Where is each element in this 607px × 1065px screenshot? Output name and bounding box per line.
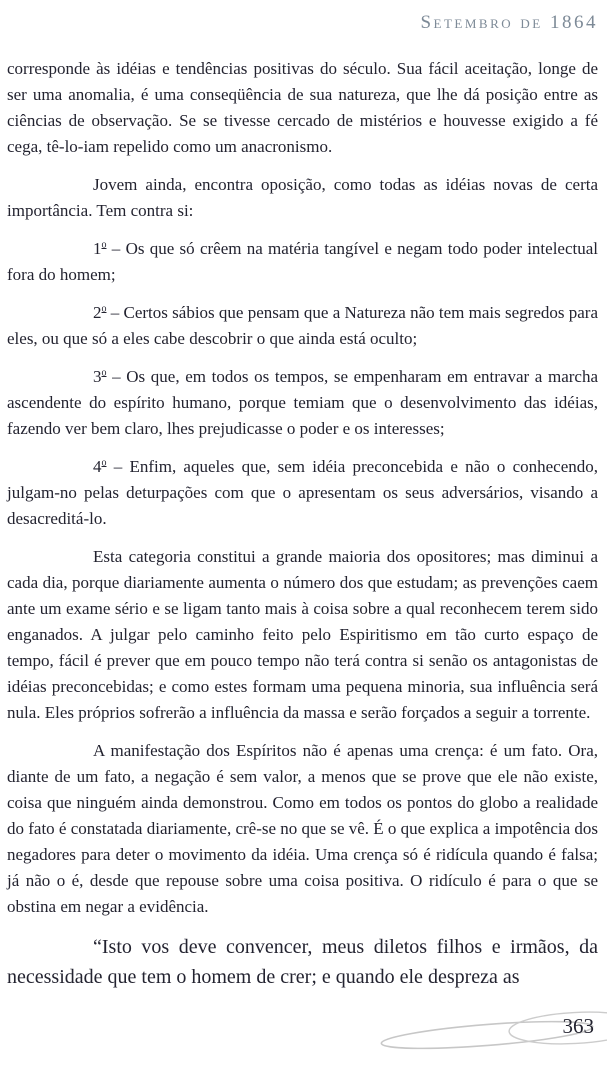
ordinal-indicator: o — [101, 367, 107, 379]
item-text: Enfim, aqueles que, sem idéia preconcebida e não o conhecendo, julgam-no pelas deturpações com que o apresentam os seus adversários, visando a desacreditá-lo. — [7, 457, 599, 528]
item-number: 2 — [93, 303, 102, 322]
list-item-3 — [7, 364, 598, 442]
item-dash: – — [106, 239, 126, 258]
paragraph-spirit-quote: “Isto vos deve convencer, meus diletos filhos e irmãos, da necessidade que tem o homem de crer; e quando ele despreza as — [7, 936, 598, 988]
list-item-2 — [7, 300, 598, 352]
item-text: Os que só crêem na matéria tangível e negam todo poder intelectual fora do homem; — [7, 239, 599, 284]
ordinal-indicator: o — [101, 303, 107, 315]
list-item-1 — [7, 236, 598, 288]
paragraph-opposition: Jovem ainda, encontra oposição, como todas as idéias novas de certa importância. Tem contra si: — [7, 175, 598, 220]
ordinal-indicator: o — [101, 239, 107, 251]
item-text: Certos sábios que pensam que a Natureza não tem mais segredos para eles, ou que só a eles cabe descobrir o que ainda está oculto; — [7, 303, 598, 348]
item-dash: – — [106, 303, 124, 322]
item-text: Os que, em todos os tempos, se empenharam em entravar a marcha ascendente do espírito humano, porque temiam que o desenvolvimento das idéias, fazendo ver bem claro, lhes prejudicasse o poder e os interesses; — [7, 367, 598, 438]
paragraph-category: Esta categoria constitui a grande maioria dos opositores; mas diminui a cada dia, porque diariamente aumenta o número dos que estudam; as prevenções caem ante um exame sério e se ligam tanto mais à coisa sobre a qual reconhecem terem sido enganados. A julgar pelo caminho feito pelo Espiritismo em tão curto espaço de tempo, fácil é prever que em pouco tempo não terá contra si senão os antagonistas de idéias preconcebidas; e como estes formam uma pequena minoria, sua influência será nula. Eles próprios sofrerão a influência da massa e serão forçados a seguir a torrente. — [7, 547, 598, 722]
ordinal-indicator: o — [101, 457, 107, 469]
item-dash: – — [106, 457, 130, 476]
paragraph-manifestation: A manifestação dos Espíritos não é apenas uma crença: é um fato. Ora, diante de um fato, a negação é sem valor, a menos que se prove que ele não existe, coisa que ninguém ainda demonstrou. Como em todos os pontos do globo a realidade do fato é constatada diariamente, crê-se no que se vê. É o que explica a impotência dos negadores para deter o movimento da idéia. Uma crença só é ridícula quando é falsa; já não o é, desde que repouse sobre uma coisa positiva. O ridículo é para o que se obstina em negar a evidência. — [7, 741, 598, 916]
item-number: 1 — [93, 239, 102, 258]
page-number: 363 — [562, 1014, 594, 1038]
item-number: 4 — [93, 457, 102, 476]
page-footer — [377, 1002, 607, 1057]
list-item-4 — [7, 454, 598, 532]
paragraph-intro: corresponde às idéias e tendências positivas do século. Sua fácil aceitação, longe de ser uma anomalia, é uma conseqüência de sua natureza, que lhe dá posição entre as ciências de observação. Se se tivesse cercado de mistérios e houvesse exigido a fé cega, tê-lo-iam repelido como um anacronismo. — [7, 59, 598, 156]
item-dash: – — [106, 367, 127, 386]
running-header: Setembro de 1864 — [420, 12, 598, 33]
item-number: 3 — [93, 367, 102, 386]
